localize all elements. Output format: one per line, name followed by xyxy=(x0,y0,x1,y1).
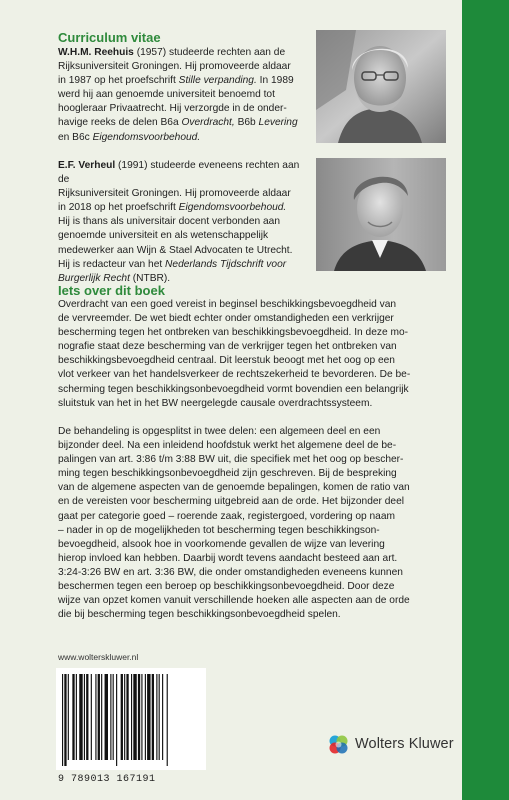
barcode-bar xyxy=(131,674,132,760)
barcode-bar xyxy=(145,674,146,760)
barcode-bar xyxy=(64,674,66,766)
bio-line: hoogleraar Privaatrecht. Hij verzorgde in de onder- xyxy=(58,103,287,115)
text-line: gaat per categorie goed – roerende zaak, registergoed, vordering op naam xyxy=(58,510,395,522)
publisher-url: www.wolterskluwer.nl xyxy=(58,652,139,662)
barcode-bar xyxy=(138,674,140,760)
barcode-bar xyxy=(86,674,88,760)
barcode-bar xyxy=(62,674,63,766)
text-line: beschikkingsbevoegdheid centraal. Dit leerstuk beoogt met het oog op een xyxy=(58,355,395,367)
bio-line: Rijksuniversiteit Groningen. Hij promoveerde aldaar xyxy=(58,188,291,200)
bio-line: havige reeks de delen B6a xyxy=(58,117,179,129)
barcode-bar xyxy=(133,674,136,760)
text-line: palingen van art. 3:86 t/m 3:88 BW uit, die specifiek met het oog op bescher- xyxy=(58,454,404,466)
book-title: Overdracht, xyxy=(181,117,235,129)
barcode-bar xyxy=(159,674,160,760)
text-line: beschermen tegen een beroep op beschikkingsonbevoegdheid. Door deze xyxy=(58,581,395,593)
barcode-bar xyxy=(162,674,163,760)
barcode-bar xyxy=(121,674,123,760)
book-title: Eigendomsvoorbehoud. xyxy=(178,202,287,214)
barcode-bar xyxy=(141,674,142,760)
barcode-bar xyxy=(79,674,82,760)
verheul-year: (1991) xyxy=(118,160,148,171)
about-heading: Iets over dit boek xyxy=(58,283,165,298)
publisher-logo xyxy=(327,733,454,755)
text-line: de vervreemder. De wet biedt echter onder omstandigheden een verkrijger xyxy=(58,313,394,325)
reehuis-name: W.H.M. Reehuis xyxy=(58,47,134,58)
bio-line: Hij is thans als universitair docent verbonden aan xyxy=(58,216,280,228)
bio-line: genoemde universiteit en als wetenschappelijk xyxy=(58,230,269,242)
bio-line: In 1989 xyxy=(259,75,294,87)
text-line: sluitstuk van het in het BW neergelegde causale overdrachtssysteem. xyxy=(58,397,373,409)
book-title: Stille verpanding. xyxy=(178,75,257,87)
barcode-bar xyxy=(101,674,102,760)
about-paragraph-1 xyxy=(58,298,458,411)
bio-line: werd hij aan genoemde universiteit benoemd tot xyxy=(58,89,275,101)
text-line: – nader in op de mogelijkheden tot bescherming tegen beschikkingson- xyxy=(58,524,380,536)
text-line: ming tegen beschikkingsonbevoegdheid zijn geschreven. Bij de bespreking xyxy=(58,468,397,480)
barcode-bar xyxy=(91,674,92,760)
text-line: De behandeling is opgesplitst in twee delen: een algemeen deel en een xyxy=(58,426,381,437)
verheul-photo xyxy=(316,158,446,271)
bio-line: (NTBR). xyxy=(132,272,171,284)
barcode-bar xyxy=(98,674,100,760)
barcode-bar xyxy=(152,674,154,760)
bio-line: medewerker aan Wijn & Stael Advocaten te Utrecht. xyxy=(58,244,293,256)
book-title: Levering xyxy=(258,117,298,129)
barcode-bar xyxy=(116,674,117,766)
barcode-bar xyxy=(113,674,114,760)
barcode-bar xyxy=(124,674,125,760)
barcode-bar xyxy=(147,674,150,760)
bio-line: Hij is redacteur van het xyxy=(58,258,163,270)
text-line: bescherming tegen het ontbreken van beschikkingsbevoegdheid. In deze mo- xyxy=(58,327,408,339)
bio-line: in 1987 op het proefschrift xyxy=(58,75,176,87)
barcode-bar xyxy=(76,674,77,760)
wolters-kluwer-logo-icon xyxy=(327,733,349,755)
text-line: bevoegdheid, alsook hoe in voorkomende gevallen de wijze van levering xyxy=(58,538,385,550)
text-line: en de vereisten voor bescherming uitgebreid aan de orde. Het bijzonder deel xyxy=(58,496,405,508)
barcode-bar xyxy=(156,674,157,760)
green-side-strip xyxy=(462,0,509,800)
about-paragraph-2 xyxy=(58,425,458,622)
bio-line: in 2018 op het proefschrift xyxy=(58,202,176,214)
bio-line: studeerde eveneens rechten aan de xyxy=(58,160,300,186)
barcode-bar xyxy=(126,674,128,760)
text-line: van de algemene aspecten van de genoemde bepalingen, komen de ratio van xyxy=(58,482,410,494)
barcode-bar xyxy=(110,674,111,760)
isbn-number: 9 789013 167191 xyxy=(58,774,156,785)
text-line: hierop invloed kan hebben. Daarbij wordt tevens aandacht besteed aan art. xyxy=(58,552,398,564)
text-line: vlot verkeer van het handelsverkeer de rechtszekerheid te bevorderen. De be- xyxy=(58,369,411,381)
text-line: scherming tegen beschikkingsonbevoegdheid vormt bovendien een belangrijk xyxy=(58,383,409,395)
text-line: die bij bescherming tegen beschikkingsonbevoegdheid spelen. xyxy=(58,609,341,621)
bio-line: en B6c xyxy=(58,131,90,143)
text-line: nografie staat deze bescherming van de verkrijger tegen het ontbreken van xyxy=(58,341,397,353)
verheul-name: E.F. Verheul xyxy=(58,160,116,171)
text-line: Overdracht van een goed vereist in beginsel beschikkingsbevoegdheid van xyxy=(58,299,397,310)
barcode-bar xyxy=(84,674,85,760)
text-line: 3:24-3:26 BW en art. 3:36 BW, die onder omstandigheden eveneens kunnen xyxy=(58,566,403,578)
bio-line: studeerde rechten aan de xyxy=(169,47,286,58)
portrait-young-man-image xyxy=(316,158,446,271)
bio-line: B6b xyxy=(237,117,256,129)
reehuis-year: (1957) xyxy=(136,47,167,58)
cv-heading: Curriculum vitae xyxy=(58,30,161,45)
barcode-bar xyxy=(167,674,168,766)
book-title: Eigendomsvoorbehoud. xyxy=(92,131,201,143)
verheul-bio xyxy=(58,159,313,286)
publisher-name: Wolters Kluwer xyxy=(355,736,454,752)
barcode-bar xyxy=(68,674,69,760)
reehuis-photo xyxy=(316,30,446,143)
journal-title: Burgerlijk Recht xyxy=(58,272,130,284)
barcode-bars-image xyxy=(56,668,206,770)
bio-line: Rijksuniversiteit Groningen. Hij promoveerde aldaar xyxy=(58,61,291,73)
barcode xyxy=(56,668,206,770)
reehuis-bio xyxy=(58,46,313,145)
barcode-bar xyxy=(72,674,74,760)
barcode-bar xyxy=(95,674,96,760)
portrait-older-man-image xyxy=(316,30,446,143)
text-line: bijzonder deel. Na een inleidend hoofdstuk werkt het algemene deel de be- xyxy=(58,440,397,452)
journal-title: Nederlands Tijdschrift voor xyxy=(165,258,287,270)
barcode-bar xyxy=(105,674,108,760)
text-line: wijze van opzet komen vanuit verschillende hoeken alle aspecten aan de orde xyxy=(58,595,410,607)
